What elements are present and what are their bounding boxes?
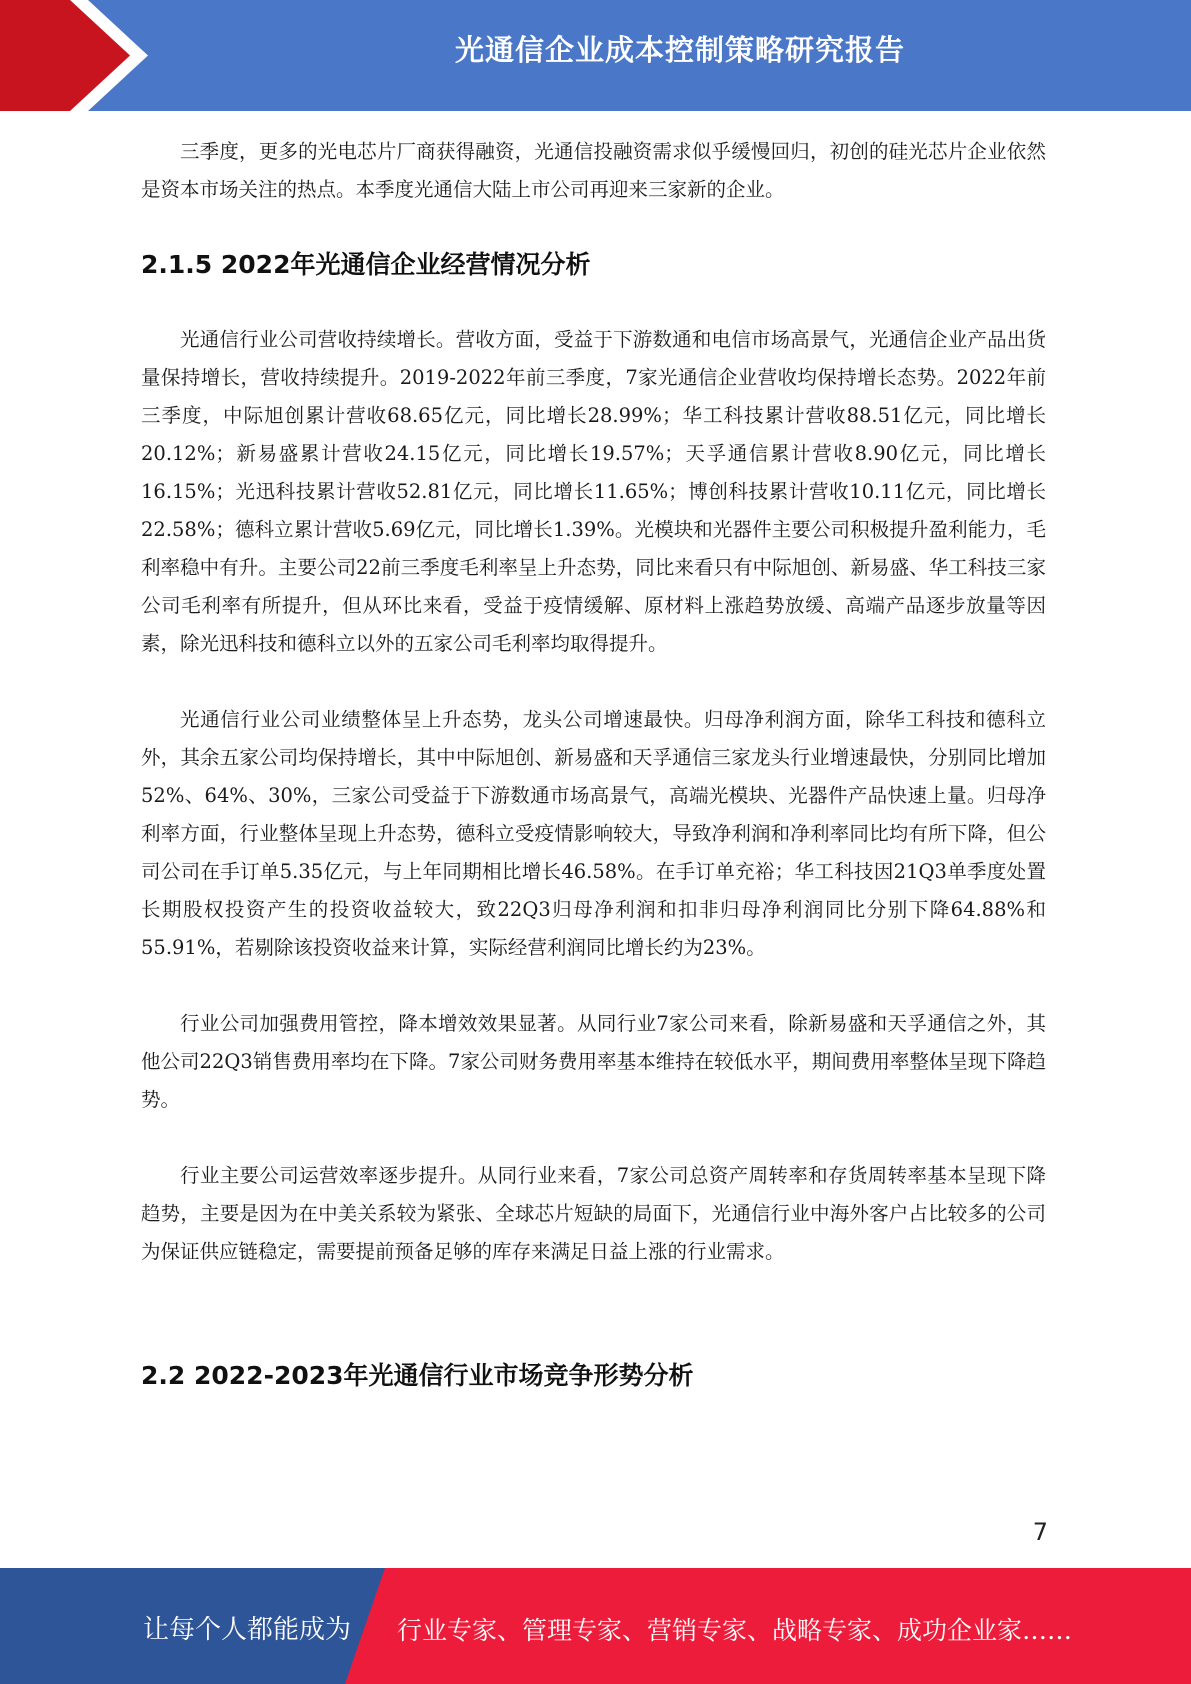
paragraph-intro: 三季度，更多的光电芯片厂商获得融资，光通信投融资需求似乎缓慢回归，初创的硅光芯片企业依然是资本市场关注的热点。本季度光通信大陆上市公司再迎来三家新的企业。 <box>141 140 1046 201</box>
paragraph-profit: 光通信行业公司业绩整体呈上升态势，龙头公司增速最快。归母净利润方面，除华工科技和德科立外，其余五家公司均保持增长，其中中际旭创、新易盛和天孚通信三家龙头行业增速最快，分别同比增加52%、64%、30%，三家公司受益于下游数通市场高景气，高端光模块、光器件产品快速上量。归母净利率方面，行业整体呈现上升态势，德科立受疫情影响较大，导致净利润和净利率同比均有所下降，但公司公司在手订单5.35亿元，与上年同期相比增长46.58%。在手订单充裕；华工科技因21Q3单季度处置长期股权投资产生的投资收益较大，致22Q3归母净利润和扣非归母净利润同比分别下降64.88%和55.91%，若剔除该投资收益来计算，实际经营利润同比增长约为23%。 <box>141 708 1046 959</box>
header-chevron-icon <box>0 0 160 111</box>
page-number: 7 <box>1032 1518 1048 1546</box>
footer-slogan-right: 行业专家、管理专家、营销专家、战略专家、成功企业家…… <box>397 1616 1073 1645</box>
paragraph-revenue: 光通信行业公司营收持续增长。营收方面，受益于下游数通和电信市场高景气，光通信企业产品出货量保持增长，营收持续提升。2019-2022年前三季度，7家光通信企业营收均保持增长态势。2022年前三季度，中际旭创累计营收68.65亿元，同比增长28.99%；华工科技累计营收88.51亿元，同比增长20.12%；新易盛累计营收24.15亿元，同比增长19.57%；天孚通信累计营收8.90亿元，同比增长16.15%；光迅科技累计营收52.81亿元，同比增长11.65%；博创科技累计营收10.11亿元，同比增长22.58%；德科立累计营收5.69亿元，同比增长1.39%。光模块和光器件主要公司积极提升盈利能力，毛利率稳中有升。主要公司22前三季度毛利率呈上升态势，同比来看只有中际旭创、新易盛、华工科技三家公司毛利率有所提升，但从环比来看，受益于疫情缓解、原材料上涨趋势放缓、高端产品逐步放量等因素，除光迅科技和德科立以外的五家公司毛利率均取得提升。 <box>141 328 1046 655</box>
report-title: 光通信企业成本控制策略研究报告 <box>454 33 905 67</box>
footer-slogan-left: 让每个人都能成为 <box>143 1615 352 1645</box>
paragraph-cost-control: 行业公司加强费用管控，降本增效效果显著。从同行业7家公司来看，除新易盛和天孚通信之外，其他公司22Q3销售费用率均在下降。7家公司财务费用率基本维持在较低水平，期间费用率整体呈现下降趋势。 <box>141 1012 1046 1111</box>
page-header <box>0 0 1191 111</box>
page-footer <box>0 1568 1191 1684</box>
section-heading-2-2: 2.2 2022-2023年光通信行业市场竞争形势分析 <box>141 1361 694 1390</box>
paragraph-efficiency: 行业主要公司运营效率逐步提升。从同行业来看，7家公司总资产周转率和存货周转率基本呈现下降趋势，主要是因为在中美关系较为紧张、全球芯片短缺的局面下，光通信行业中海外客户占比较多的公司为保证供应链稳定，需要提前预备足够的库存来满足日益上涨的行业需求。 <box>141 1164 1046 1263</box>
page-content <box>141 133 1046 1395</box>
section-heading-2-1-5: 2.1.5 2022年光通信企业经营情况分析 <box>141 250 591 279</box>
